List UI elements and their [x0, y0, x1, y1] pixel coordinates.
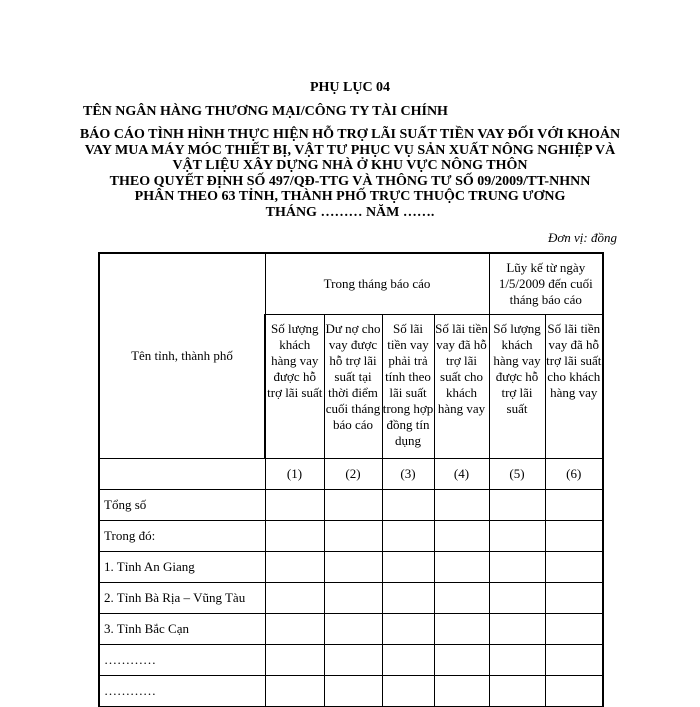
row-label-cell: 1. Tỉnh An Giang [99, 551, 265, 582]
data-cell [382, 675, 434, 706]
table-row [99, 551, 603, 582]
data-cell [382, 489, 434, 520]
report-table [98, 252, 604, 707]
table-row [99, 520, 603, 551]
row-header-cell: Tên tỉnh, thành phố [99, 253, 265, 458]
data-cell [265, 675, 324, 706]
data-cell [434, 675, 489, 706]
data-cell [382, 520, 434, 551]
data-cell [324, 613, 382, 644]
header-row [99, 253, 603, 314]
data-cell [382, 644, 434, 675]
data-cell [265, 613, 324, 644]
data-rows [99, 489, 603, 706]
data-cell [489, 489, 545, 520]
title-line: VAY MUA MÁY MÓC THIẾT BỊ, VẬT TƯ PHỤC VỤ SẢN XUẤT NÔNG NGHIỆP VÀ [84, 142, 616, 158]
data-cell [489, 613, 545, 644]
data-cell [545, 489, 603, 520]
row-label-cell: ………… [99, 644, 265, 675]
column-number: (6) [545, 458, 603, 489]
data-cell [265, 644, 324, 675]
row-label-cell: 2. Tỉnh Bà Rịa – Vũng Tàu [99, 582, 265, 613]
data-cell [489, 644, 545, 675]
data-cell [545, 520, 603, 551]
row-label-cell: Tổng số [99, 489, 265, 520]
blank-cell [99, 458, 265, 489]
data-cell [382, 613, 434, 644]
data-cell [382, 551, 434, 582]
title-line: BÁO CÁO TÌNH HÌNH THỰC HIỆN HỖ TRỢ LÃI SUẤT TIỀN VAY ĐỐI VỚI KHOẢN [79, 127, 621, 142]
data-cell [324, 644, 382, 675]
table-row [99, 675, 603, 706]
column-header: Số lượng khách hàng vay được hỗ trợ lãi suất [265, 314, 324, 458]
data-cell [545, 675, 603, 706]
row-label-cell: ………… [99, 675, 265, 706]
data-cell [434, 551, 489, 582]
group-header-current: Trong tháng báo cáo [265, 253, 489, 314]
data-cell [489, 520, 545, 551]
column-number: (2) [324, 458, 382, 489]
column-header: Dư nợ cho vay được hỗ trợ lãi suất tại thời điểm cuối tháng báo cáo [324, 314, 382, 458]
appendix-label: PHỤ LỤC 04 [309, 80, 391, 95]
bank-name-line: TÊN NGÂN HÀNG THƯƠNG MẠI/CÔNG TY TÀI CHÍNH [83, 104, 448, 119]
data-cell [265, 489, 324, 520]
row-label-cell: Trong đó: [99, 520, 265, 551]
data-cell [545, 644, 603, 675]
data-cell [489, 582, 545, 613]
title-line: PHÂN THEO 63 TỈNH, THÀNH PHỐ TRỰC THUỘC TRUNG ƯƠNG [134, 189, 566, 204]
row-label-cell: 3. Tỉnh Bắc Cạn [99, 613, 265, 644]
data-cell [434, 644, 489, 675]
column-number-row [99, 458, 603, 489]
data-cell [324, 675, 382, 706]
table-row [99, 613, 603, 644]
data-cell [324, 551, 382, 582]
data-cell [265, 582, 324, 613]
data-cell [545, 551, 603, 582]
group-header-cumulative: Lũy kế từ ngày 1/5/2009 đến cuối tháng báo cáo [489, 253, 603, 314]
unit-label: Đơn vị: đồng [547, 230, 617, 245]
data-cell [324, 520, 382, 551]
column-header: Số lãi tiền vay đã hỗ trợ lãi suất cho khách hàng vay [545, 314, 603, 458]
data-cell [434, 582, 489, 613]
data-cell [265, 551, 324, 582]
data-cell [434, 520, 489, 551]
column-number: (5) [489, 458, 545, 489]
data-cell [489, 675, 545, 706]
column-header: Số lãi tiền vay đã hỗ trợ lãi suất cho khách hàng vay [434, 314, 489, 458]
table-row [99, 582, 603, 613]
data-cell [545, 582, 603, 613]
column-number: (1) [265, 458, 324, 489]
report-title [60, 127, 640, 220]
title-line: THÁNG ……… NĂM ……. [265, 204, 435, 220]
data-cell [324, 582, 382, 613]
column-number: (4) [434, 458, 489, 489]
table-row [99, 489, 603, 520]
table-row [99, 644, 603, 675]
data-cell [489, 551, 545, 582]
data-cell [265, 520, 324, 551]
title-line: THEO QUYẾT ĐỊNH SỐ 497/QĐ-TTG VÀ THÔNG TƯ SỐ 09/2009/TT-NHNN [109, 173, 591, 189]
data-cell [434, 489, 489, 520]
title-line: VẬT LIỆU XÂY DỰNG NHÀ Ở KHU VỰC NÔNG THÔN [172, 158, 528, 173]
data-cell [324, 489, 382, 520]
data-cell [434, 613, 489, 644]
column-number: (3) [382, 458, 434, 489]
column-header: Số lượng khách hàng vay được hỗ trợ lãi suất [489, 314, 545, 458]
data-cell [545, 613, 603, 644]
column-header: Số lãi tiền vay phải trả tính theo lãi suất trong hợp đồng tín dụng [382, 314, 434, 458]
data-cell [382, 582, 434, 613]
